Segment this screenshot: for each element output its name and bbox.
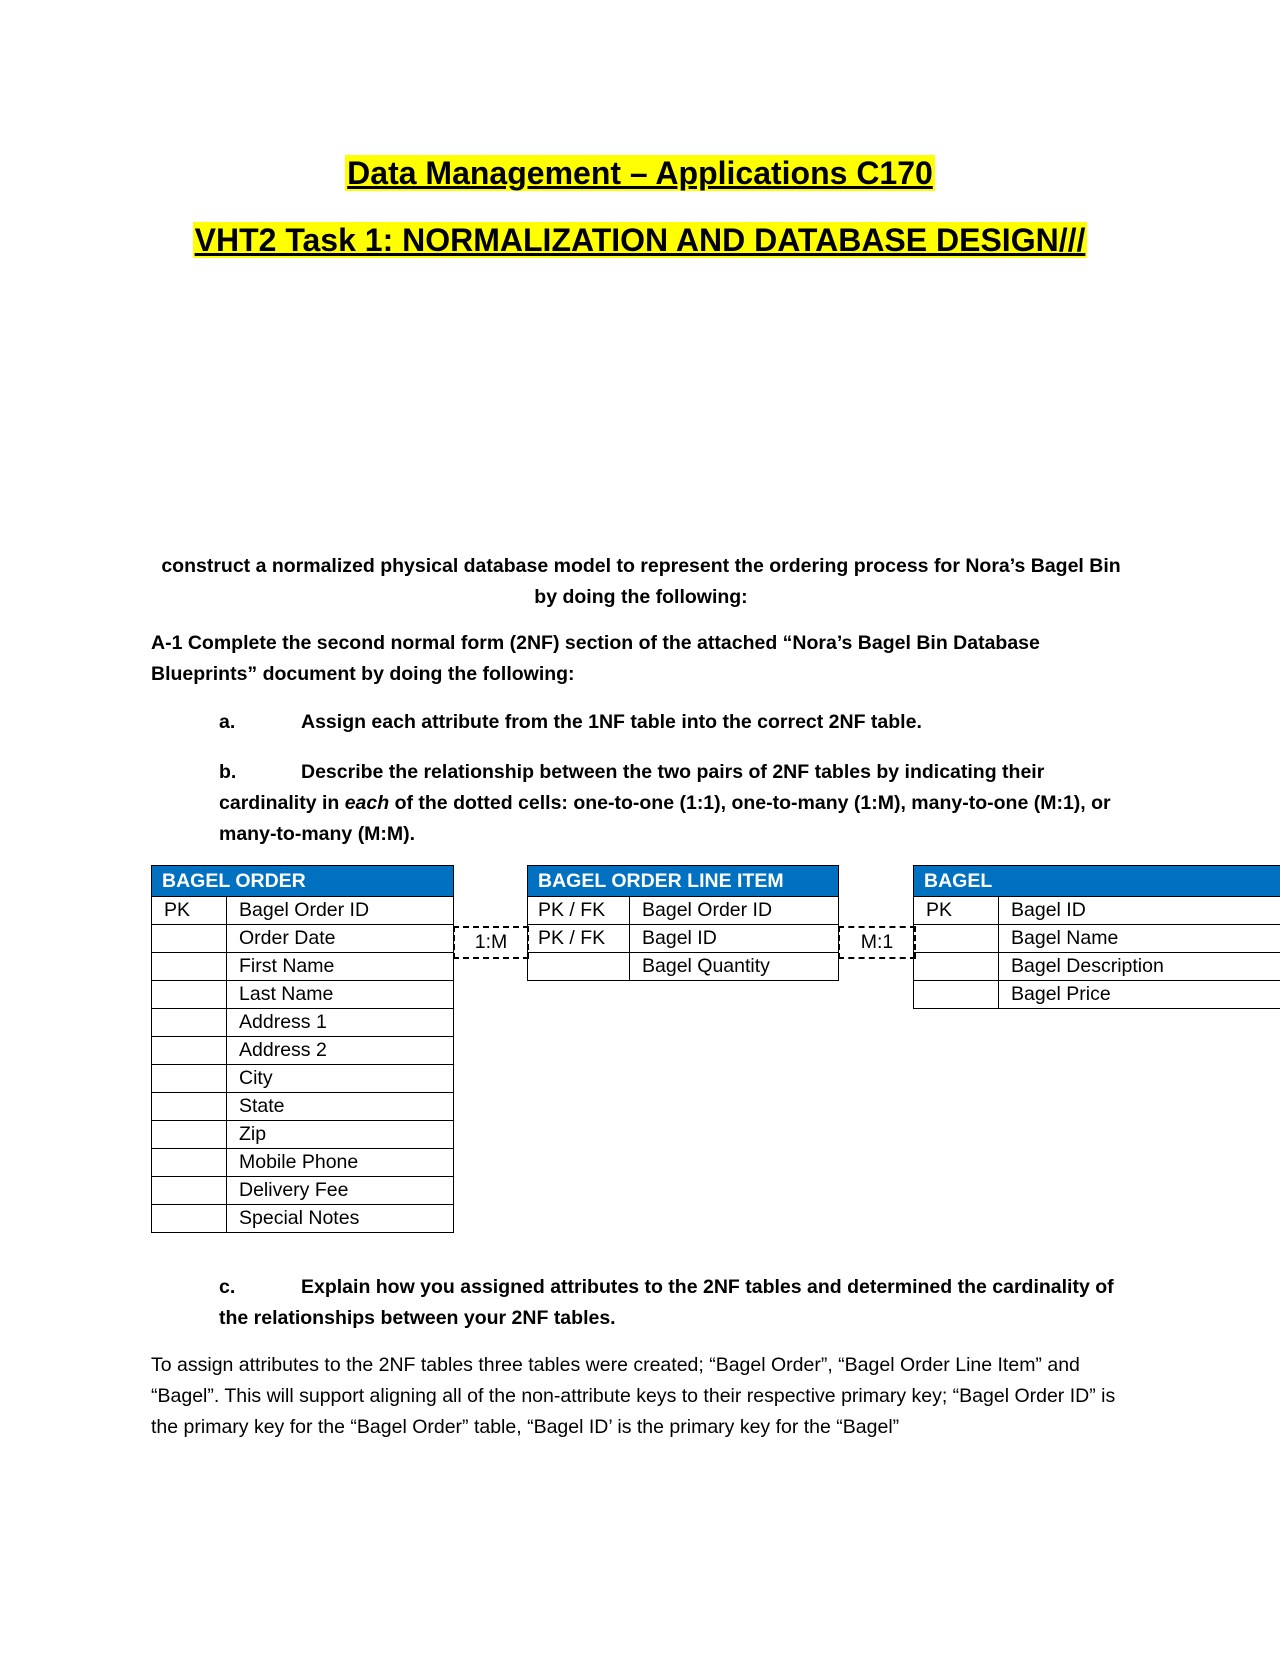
document-subtitle: VHT2 Task 1: NORMALIZATION AND DATABASE DESIGN/// bbox=[194, 222, 1086, 258]
key-cell: PK bbox=[914, 897, 999, 925]
attribute-cell: Bagel Price bbox=[999, 981, 1280, 1009]
key-cell: PK / FK bbox=[528, 925, 630, 953]
item-b-letter: b. bbox=[219, 761, 237, 783]
key-cell: PK bbox=[152, 897, 227, 925]
item-b-text-after: of the dotted cells: one-to-one (1:1), one-to-many (1:M), many-to-one (M:1), or many-to-many (M:M). bbox=[219, 792, 1111, 845]
key-cell bbox=[152, 1065, 227, 1093]
table-row bbox=[914, 953, 1280, 981]
attribute-cell: Bagel ID bbox=[999, 897, 1280, 925]
table-row bbox=[914, 897, 1280, 925]
item-c-text: Explain how you assigned attributes to the 2NF tables and determined the cardinality of the relationships between your 2NF tables. bbox=[219, 1276, 1114, 1329]
key-cell bbox=[914, 953, 999, 981]
table-bagel-order bbox=[151, 865, 454, 1233]
table-row bbox=[528, 925, 839, 953]
cardinality-order-line: 1:M bbox=[453, 926, 529, 959]
table-bagel bbox=[913, 865, 1280, 1009]
intro-paragraph: construct a normalized physical database model to represent the ordering process for Nora’s Bagel Bin by doing the following: bbox=[161, 555, 1121, 608]
attribute-cell: Bagel Order ID bbox=[630, 897, 839, 925]
item-a-text: Assign each attribute from the 1NF table into the correct 2NF table. bbox=[301, 711, 922, 733]
key-cell: PK / FK bbox=[528, 897, 630, 925]
table-row bbox=[152, 1149, 454, 1177]
attribute-cell: City bbox=[227, 1065, 454, 1093]
table-row bbox=[152, 1009, 454, 1037]
key-cell bbox=[152, 925, 227, 953]
cardinality-line-bagel: M:1 bbox=[838, 926, 916, 959]
key-cell bbox=[152, 1177, 227, 1205]
key-cell bbox=[152, 1121, 227, 1149]
attribute-cell: Bagel ID bbox=[630, 925, 839, 953]
document-title: Data Management – Applications C170 bbox=[347, 155, 933, 191]
key-cell bbox=[152, 1205, 227, 1233]
table-bagel-order-title: BAGEL ORDER bbox=[152, 866, 454, 897]
table-row bbox=[152, 1205, 454, 1233]
attribute-cell: Bagel Name bbox=[999, 925, 1280, 953]
key-cell bbox=[152, 1093, 227, 1121]
table-row bbox=[152, 1037, 454, 1065]
table-row bbox=[528, 897, 839, 925]
attribute-cell: Bagel Order ID bbox=[227, 897, 454, 925]
attribute-cell: Address 2 bbox=[227, 1037, 454, 1065]
table-row bbox=[152, 1093, 454, 1121]
key-cell bbox=[152, 981, 227, 1009]
attribute-cell: Zip bbox=[227, 1121, 454, 1149]
table-row bbox=[152, 981, 454, 1009]
table-bagel-title: BAGEL bbox=[914, 866, 1280, 897]
table-row bbox=[152, 1177, 454, 1205]
table-bagel-body bbox=[914, 897, 1280, 1009]
table-row bbox=[914, 925, 1280, 953]
body-paragraph: To assign attributes to the 2NF tables three tables were created; “Bagel Order”, “Bagel Order Line Item” and “Bagel”. This will support aligning all of the non-attribute keys to their respective primary key; “Bagel Order ID” is the primary key for the “Bagel Order” table, “Bagel ID’ is the primary key for the “Bagel” bbox=[151, 1354, 1116, 1438]
attribute-cell: Special Notes bbox=[227, 1205, 454, 1233]
section-a1: A-1 Complete the second normal form (2NF) section of the attached “Nora’s Bagel Bin Database Blueprints” document by doing the following: bbox=[151, 632, 1040, 685]
item-b-text-before: Describe the relationship between the two pairs of 2NF tables by indicating their cardinality in bbox=[219, 761, 1045, 814]
key-cell bbox=[152, 1009, 227, 1037]
table-row bbox=[152, 953, 454, 981]
table-bagel-order-line-item-title: BAGEL ORDER LINE ITEM bbox=[528, 866, 839, 897]
key-cell bbox=[528, 953, 630, 981]
attribute-cell: Bagel Description bbox=[999, 953, 1280, 981]
table-row bbox=[152, 925, 454, 953]
key-cell bbox=[152, 1149, 227, 1177]
item-c bbox=[219, 1272, 1139, 1334]
key-cell bbox=[152, 953, 227, 981]
attribute-cell: Bagel Quantity bbox=[630, 953, 839, 981]
table-row bbox=[914, 981, 1280, 1009]
key-cell bbox=[914, 981, 999, 1009]
attribute-cell: Delivery Fee bbox=[227, 1177, 454, 1205]
item-c-letter: c. bbox=[219, 1276, 236, 1298]
attribute-cell: Last Name bbox=[227, 981, 454, 1009]
item-a-letter: a. bbox=[219, 711, 236, 733]
attribute-cell: Order Date bbox=[227, 925, 454, 953]
item-a bbox=[219, 707, 1139, 738]
table-row bbox=[152, 897, 454, 925]
attribute-cell: State bbox=[227, 1093, 454, 1121]
table-row bbox=[152, 1065, 454, 1093]
item-b bbox=[219, 757, 1139, 850]
attribute-cell: Mobile Phone bbox=[227, 1149, 454, 1177]
item-b-emphasis: each bbox=[344, 792, 390, 814]
table-bagel-order-body bbox=[152, 897, 454, 1233]
table-bagel-order-line-item bbox=[527, 865, 839, 981]
table-row bbox=[528, 953, 839, 981]
key-cell bbox=[152, 1037, 227, 1065]
attribute-cell: First Name bbox=[227, 953, 454, 981]
attribute-cell: Address 1 bbox=[227, 1009, 454, 1037]
key-cell bbox=[914, 925, 999, 953]
table-bagel-order-line-item-body bbox=[528, 897, 839, 981]
table-row bbox=[152, 1121, 454, 1149]
